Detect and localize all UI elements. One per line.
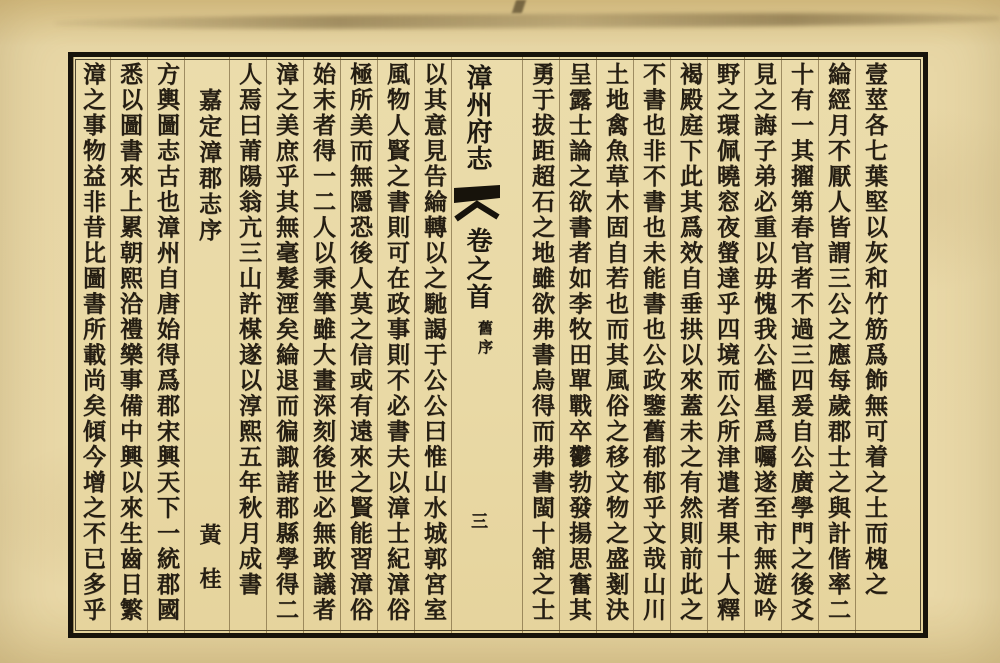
text-column: 土地禽魚草木固自若也而其風俗之移文物之盛剗決 — [596, 57, 633, 633]
text-column: 不書也非不書也未能書也公政鑒舊郁郁乎文哉山川 — [633, 57, 670, 633]
text-column: 十有一其擢第春官者不過三四爰自公廣學門之後爻 — [781, 57, 818, 633]
text-column: 見之誨子弟必重以毋愧我公檻星爲囑遂至市無遊吟 — [744, 57, 781, 633]
text-column: 褐殿庭下此其爲效自垂拱以來蓋未之有然則前此之 — [670, 57, 707, 633]
text-column: 風物人賢之書則可在政事則不必書夫以漳士紀漳俗 — [377, 57, 414, 633]
text-column: 極所美而無隱恐後人莫之信或有遠來之賢能習漳俗 — [340, 57, 377, 633]
preface-author: 黃桂 — [196, 523, 222, 611]
text-column: 人焉曰莆陽翁亢三山許楳遂以淳熙五年秋月成書 — [229, 57, 266, 633]
text-column: 方輿圖志古也漳州自唐始得爲郡宋興天下一統郡國 — [147, 57, 184, 633]
text-column: 漳之事物益非昔比圖書所載尚矣傾今增之不已多乎 — [73, 57, 110, 633]
text-column: 壹莖各七葉堅以灰和竹筋爲飾無可着之土而槐之 — [855, 57, 892, 633]
ink-smudge — [512, 0, 526, 13]
preface-title-column — [184, 57, 229, 633]
text-column: 勇于拔距超石之地雖欲弗書烏得而弗書閩十舘之士 — [522, 57, 559, 633]
section-label: 舊序 — [476, 320, 494, 358]
text-column: 悉以圖書來上累朝熙洽禮樂事備中興以來生齒日繁 — [110, 57, 147, 633]
page-frame — [68, 52, 928, 638]
paper-edge-shadow — [55, 12, 1000, 31]
preface-title: 嘉定漳郡志序 — [195, 88, 222, 244]
text-column: 綸經月不厭人皆謂三公之應每歲郡士之與計偕率二 — [818, 57, 855, 633]
text-column: 呈露士論之欲書者如李牧田單戰卒鬱勃發揚思奮其 — [559, 57, 596, 633]
volume-title: 卷之首 — [462, 227, 492, 311]
text-column: 漳之美庶乎其無毫髮湮矣綸退而徧諏諸郡縣學得二 — [266, 57, 303, 633]
text-column: 以其意見告綸轉以之馳謁于公公曰惟山水城郭宮室 — [414, 57, 451, 633]
fishtail-ornament-icon — [454, 185, 500, 227]
center-title-column — [451, 57, 522, 633]
text-column: 野之環佩曉窓夜螢達乎四境而公所津遣者果十人釋 — [707, 57, 744, 633]
text-columns-container — [73, 57, 923, 633]
page-number: 三 — [467, 512, 487, 529]
blank-margin-column — [892, 57, 923, 633]
book-title: 漳州府志 — [462, 64, 492, 172]
text-column: 始末者得一二人以秉筆雖大畫深刻後世必無敢議者 — [303, 57, 340, 633]
